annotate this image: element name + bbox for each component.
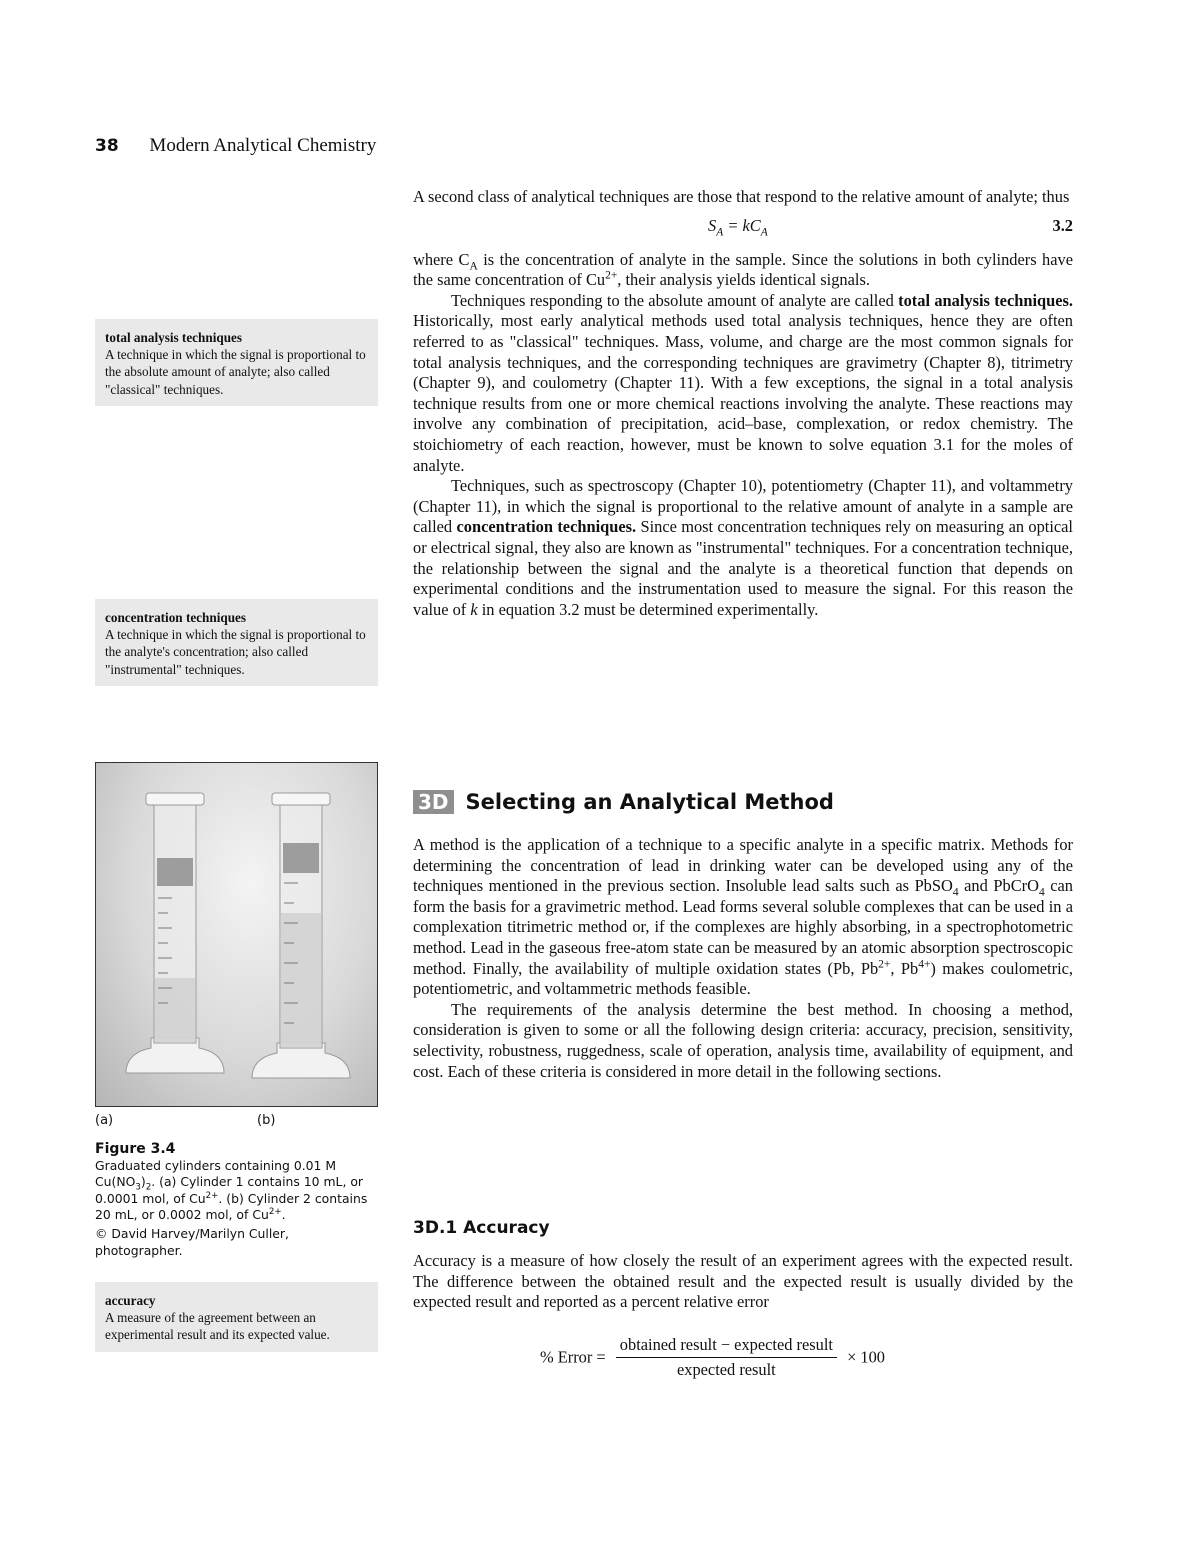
equation-lhs: % Error = [540, 1347, 606, 1367]
intro-paragraph-2: where $C_A$ is the concentration of analyte in the sample. Since the solutions in both cylinders have the same concentration of $Cu^{2+}$, their analysis yields identical signals. [413, 249, 1073, 290]
margin-note-term: total analysis techniques [105, 330, 243, 345]
equation-3-2 [413, 216, 1073, 240]
equation-rhs: × 100 [847, 1347, 885, 1367]
section-3d-heading [413, 790, 834, 814]
equation-numerator: obtained result − expected result [616, 1335, 837, 1358]
figure-caption [95, 1137, 378, 1259]
figure-credit: © David Harvey/Marilyn Culler, photographer. [95, 1225, 289, 1258]
book-title: Modern Analytical Chemistry [149, 135, 377, 156]
label-a: (a) [95, 1113, 114, 1128]
margin-note-accuracy [95, 1282, 378, 1352]
term-concentration: concentration techniques. [456, 517, 637, 537]
page-number: 38 [95, 136, 119, 156]
section-3d1-text [413, 1251, 1073, 1313]
term-total-analysis: total analysis techniques. [898, 290, 1073, 310]
equation-3-2-number: 3.2 [1052, 215, 1073, 235]
intro-paragraph-4: Techniques, such as spectroscopy (Chapter 10), potentiometry (Chapter 11), and voltammetry (Chapter 11), in which the signal is proportional to the relative amount of analyte in a sample are called concentration techniques. Since most concentration techniques rely on measuring an optical or electrical signal, they also are known as "instrumental" techniques. For a concentration technique, the relationship between the signal and the analyte is a theoretical function that depends on experimental conditions and the instrumentation used to measure the signal. For this reason the value of k in equation 3.2 must be determined experimentally. [413, 476, 1073, 619]
equation-fraction [616, 1335, 837, 1380]
section-3d-paragraph-2: The requirements of the analysis determine the best method. In choosing a method, consideration is given to some or all the following design criteria: accuracy, precision, sensitivity, selectivity, robustness, ruggedness, scale of operation, analysis time, availability of equipment, and cost. Each of these criteria is considered in more detail in the following sections. [413, 999, 1073, 1081]
section-3d1-paragraph-1: Accuracy is a measure of how closely the result of an experiment agrees with the expected result. The difference between the obtained result and the expected result is usually divided by the expected result and reported as a percent relative error [413, 1251, 1073, 1312]
section-3d1-heading: 3D.1 Accuracy [413, 1218, 550, 1238]
running-header [95, 135, 376, 157]
percent-error-equation [540, 1335, 885, 1380]
figure-description: Graduated cylinders containing 0.01 M $Cu(NO_3)_2$. (a) Cylinder 1 contains 10 mL, or 0.0001 mol, of $Cu^{2+}$. (b) Cylinder 2 contains 20 mL, or 0.0002 mol, of $Cu^{2+}$. [95, 1157, 368, 1223]
cylinder-a [126, 793, 224, 1073]
equation-3-2-expression: $S_A = kC_A$ [708, 215, 768, 238]
section-3d-paragraph-1: A method is the application of a technique to a specific analyte in a specific matrix. Methods for determining the concentration of lead in drinking water can be developed using any of the techniques mentioned in the previous section. Insoluble lead salts such as PbSO$_4$ and PbCrO$_4$ can form the basis for a gravimetric method. Lead forms several soluble complexes that can be used in a complexation titrimetric method or, if the complexes are highly absorbing, in a spectrophotometric method. Lead in the gaseous free-atom state can be measured by an atomic absorption spectroscopic method. Finally, the availability of multiple oxidation states (Pb, $Pb^{2+}$, $Pb^{4+}$) makes coulometric, potentiometric, and voltammetric methods feasible. [413, 835, 1073, 999]
cylinders-illustration [96, 763, 378, 1107]
intro-text [413, 187, 1073, 620]
margin-note-definition: A technique in which the signal is proportional to the absolute amount of analyte; also called "classical" techniques. [105, 347, 366, 397]
section-title: Selecting an Analytical Method [465, 790, 834, 814]
intro-paragraph-3: Techniques responding to the absolute amount of analyte are called total analysis techniques. Historically, most early analytical methods used total analysis techniques, hence they are often referred to as "classical" techniques. Mass, volume, and charge are the most common signals for total analysis techniques, and the corresponding techniques are gravimetry (Chapter 8), titrimetry (Chapter 9), and coulometry (Chapter 11). With a few exceptions, the signal in a total analysis technique results from one or more chemical reactions involving the analyte. These reactions may involve any combination of precipitation, acid–base, complexation, or redox chemistry. The stoichiometry of each reaction, however, must be known to solve equation 3.1 for the moles of analyte. [413, 290, 1073, 475]
equation-denominator: expected result [676, 1360, 776, 1379]
margin-note-total-analysis [95, 319, 378, 406]
margin-note-concentration [95, 599, 378, 686]
cylinder-b [252, 793, 350, 1078]
margin-note-term: accuracy [105, 1293, 156, 1308]
margin-note-definition: A measure of the agreement between an experimental result and its expected value. [105, 1310, 330, 1343]
section-3d-text [413, 835, 1073, 1082]
label-b: (b) [257, 1113, 276, 1128]
margin-note-definition: A technique in which the signal is proportional to the analyte's concentration; also called "instrumental" techniques. [105, 627, 366, 677]
cylinders-photo [95, 762, 378, 1107]
section-badge: 3D [413, 790, 454, 814]
figure-title: Figure 3.4 [95, 1141, 176, 1157]
margin-note-term: concentration techniques [105, 610, 247, 625]
intro-paragraph-1: A second class of analytical techniques are those that respond to the relative amount of analyte; thus [413, 187, 1070, 206]
